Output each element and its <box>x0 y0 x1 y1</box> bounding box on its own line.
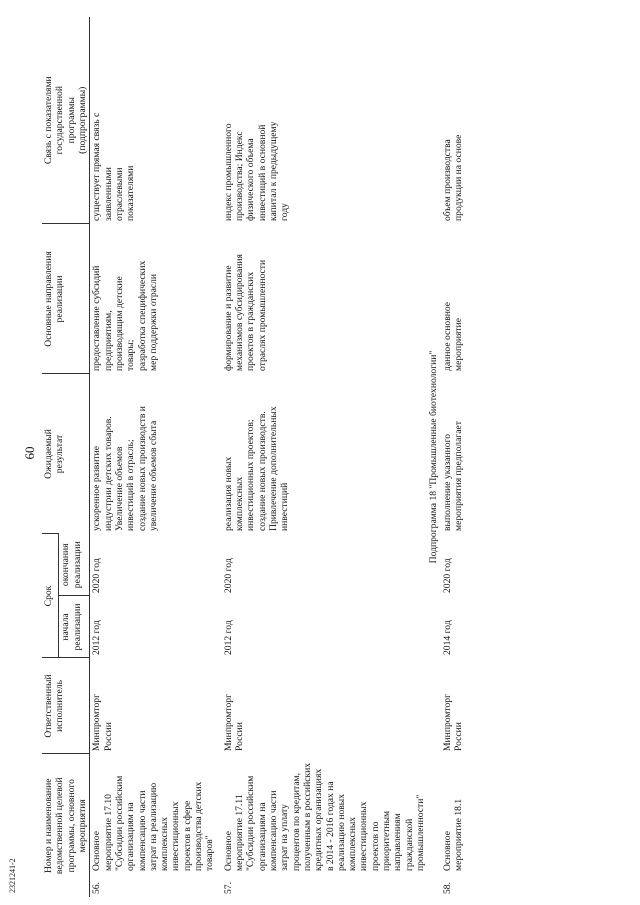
header-name: Номер и наименование ведомственной целевой программы, основного мероприятия <box>42 754 90 897</box>
header-term-start: начала реализации <box>59 596 90 658</box>
row-executor: Минпромторг России <box>91 693 114 751</box>
row-link: существует прямая связь с заявленными отраслевыми показателями <box>91 112 137 221</box>
header-link: Связь с показателями государственной программы (подпрограммы) <box>42 17 90 224</box>
row-link: индекс промышленного производства; Индекс физического объема инвестиций в основной капитал к предыдущему году <box>222 121 291 221</box>
subprogram-title: Подпрограмма 18 "Промышленные биотехнологии" <box>428 350 440 564</box>
row-start: 2012 год <box>222 620 234 655</box>
page-number: 60 <box>22 446 37 460</box>
table-row <box>441 17 466 897</box>
row-name: Основное мероприятие 17.11 "Субсидии российским организациям на компенсацию части затрат на уплату процентов по кредитам, полученным в российских кредитных организациях в 2014 - 2016 годах на реализацию новых комплексных инвестиционных проектов по приоритетным направлениям гражданской промышленности" <box>222 762 426 871</box>
header-expected: Ожидаемый результат <box>42 374 90 534</box>
document-code: 2321241-2 <box>8 858 17 893</box>
header-executor: Ответственный исполнитель <box>42 658 90 754</box>
row-end: 2020 год <box>222 558 234 593</box>
program-table <box>42 17 465 897</box>
table-row <box>217 17 428 897</box>
row-start: 2014 год <box>441 620 453 655</box>
row-expected: реализация новых комплексных инвестиционных проектов; создание новых производств. Привлечение дополнительных инвестиций <box>222 406 291 531</box>
row-number: 57. <box>222 882 234 894</box>
row-executor: Минпромторг России <box>441 693 464 751</box>
row-name: Основное мероприятие 18.1 <box>441 798 464 871</box>
table-row <box>90 17 217 897</box>
subprogram-row <box>427 17 440 897</box>
row-number: 56. <box>91 882 103 894</box>
row-directions: предоставление субсидий предприятиям, производящим детские товары; разработка специфических мер поддержки отрасли <box>91 260 159 371</box>
row-number: 58. <box>441 882 453 894</box>
row-start: 2012 год <box>91 620 103 655</box>
row-expected: выполнение указанного мероприятия предполагает <box>441 421 464 531</box>
row-executor: Минпромторг России <box>222 693 245 751</box>
row-directions: данное основное мероприятие <box>441 301 464 371</box>
row-end: 2020 год <box>441 558 453 593</box>
header-term-end: окончания реализации <box>59 534 90 596</box>
row-name: Основное мероприятие 17.10 "Субсидии российским организациям на компенсацию части затрат на реализацию комплексных инвестиционных проектов в сфере производства детских товаров" <box>91 775 216 871</box>
header-directions: Основные направления реализации <box>42 224 90 374</box>
row-expected: ускоренное развитие индустрии детских товаров. Увеличение объемов инвестиций в отрасль; создание новых производств и увеличение объемов сбыта <box>91 406 159 531</box>
row-end: 2020 год <box>91 558 103 593</box>
row-directions: формирование и развитие механизмов субсидирования проектов в гражданских отраслях промышленности <box>222 254 268 371</box>
header-term: Срок <box>42 534 59 658</box>
row-link: объем производства продукции на основе <box>441 134 464 221</box>
